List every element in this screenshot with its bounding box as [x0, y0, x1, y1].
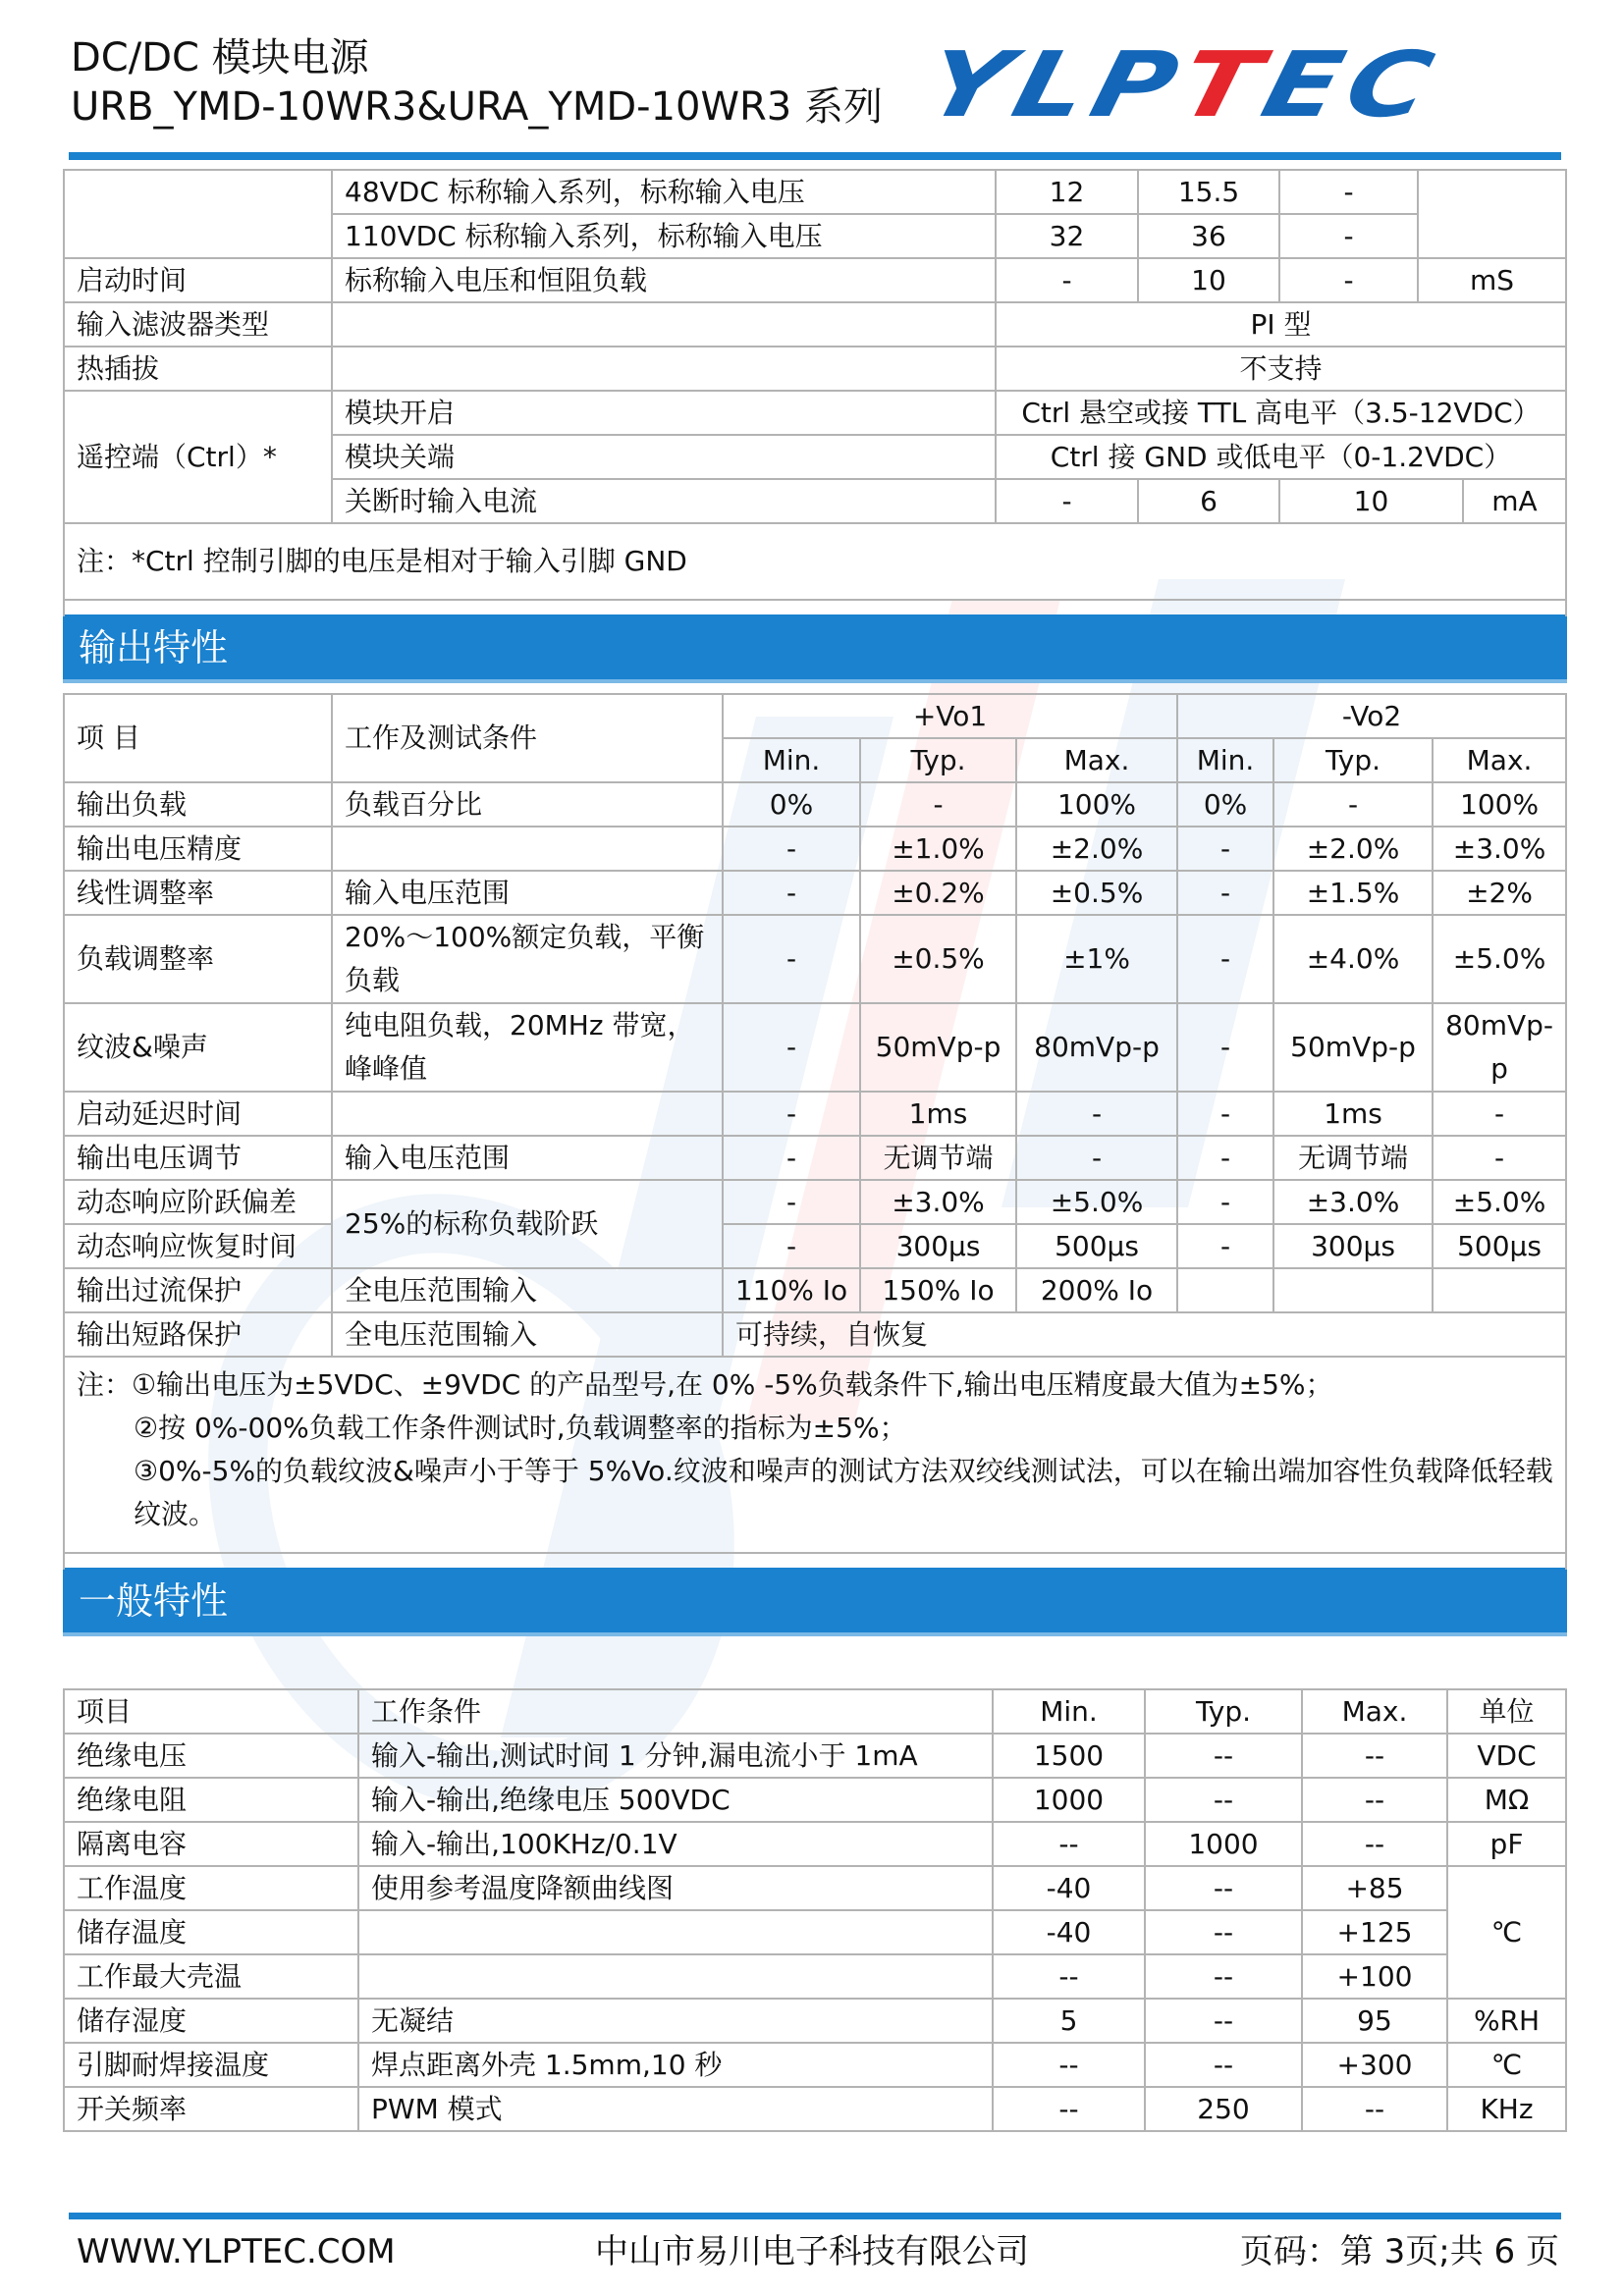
value-cell-empty: [1177, 1268, 1273, 1312]
item-cell: 动态响应阶跃偏差: [64, 1180, 332, 1224]
max-cell: +125: [1302, 1910, 1447, 1954]
table-row: [64, 302, 1566, 347]
item-cell: 输出电压调节: [64, 1136, 332, 1180]
footer-divider: [69, 2213, 1561, 2219]
min-cell: -: [996, 479, 1138, 523]
title-line-2: URB_YMD-10WR3&URA_YMD-10WR3 系列: [71, 84, 883, 130]
min-cell: --: [993, 2087, 1145, 2131]
typ-cell: --: [1145, 1778, 1302, 1822]
table-header-row: [64, 694, 1566, 738]
logo-text-part-b: T: [1169, 32, 1279, 138]
condition-cell: 全电压范围输入: [332, 1312, 723, 1357]
value-cell: ±0.5%: [1016, 871, 1177, 915]
value-cell: -: [1177, 1003, 1273, 1092]
typ-cell: --: [1145, 1954, 1302, 1999]
table-row: [64, 1822, 1566, 1866]
item-cell: 开关频率: [64, 2087, 358, 2131]
table-row: [64, 1136, 1566, 1180]
output-notes: [64, 1357, 1566, 1553]
table-row: [64, 1954, 1566, 1999]
header-condition: 工作条件: [358, 1689, 993, 1734]
value-cell: 500μs: [1433, 1224, 1566, 1268]
value-cell: -: [723, 1136, 860, 1180]
value-cell: Ctrl 接 GND 或低电平（0-1.2VDC）: [996, 435, 1566, 479]
header-max: Max.: [1433, 738, 1566, 782]
value-cell: -: [1016, 1136, 1177, 1180]
value-cell: -: [1433, 1092, 1566, 1136]
value-cell: -: [723, 1224, 860, 1268]
table-row: [64, 915, 1566, 1003]
typ-cell: --: [1145, 1734, 1302, 1778]
min-cell: --: [993, 2043, 1145, 2087]
value-cell: ±1.0%: [860, 827, 1016, 871]
header-min: Min.: [993, 1689, 1145, 1734]
condition-cell: 焊点距离外壳 1.5mm,10 秒: [358, 2043, 993, 2087]
header-vo1: +Vo1: [723, 694, 1177, 738]
typ-cell: 36: [1138, 214, 1279, 258]
header-condition: 工作及测试条件: [332, 694, 723, 782]
table-row: [64, 1312, 1566, 1357]
max-cell: 10: [1279, 479, 1463, 523]
value-cell: -: [1433, 1136, 1566, 1180]
unit-cell: MΩ: [1447, 1778, 1566, 1822]
output-note-3: ③0%-5%的负载纹波&噪声小于等于 5%Vo.纹波和噪声的测试方法双绞线测试法，可以在输出端加容性负载降低轻载纹波。: [134, 1455, 1553, 1530]
condition-cell: 110VDC 标称输入系列，标称输入电压: [332, 214, 996, 258]
condition-cell: 无凝结: [358, 1999, 993, 2043]
condition-cell: 全电压范围输入: [332, 1268, 723, 1312]
condition-cell: [332, 1092, 723, 1136]
value-cell: 1ms: [1273, 1092, 1433, 1136]
value-cell: -: [723, 1180, 860, 1224]
input-characteristics-table: [63, 169, 1567, 683]
typ-cell: 6: [1138, 479, 1279, 523]
table-row: [64, 1003, 1566, 1092]
item-cell: 输出短路保护: [64, 1312, 332, 1357]
unit-cell: %RH: [1447, 1999, 1566, 2043]
value-cell: ±5.0%: [1016, 1180, 1177, 1224]
value-cell: ±3.0%: [1273, 1180, 1433, 1224]
condition-cell: PWM 模式: [358, 2087, 993, 2131]
logo-text-part-c: EC: [1252, 32, 1450, 138]
condition-cell: 输入电压范围: [332, 1136, 723, 1180]
value-cell: 0%: [723, 782, 860, 827]
max-cell: --: [1302, 1778, 1447, 1822]
document-title: [71, 33, 883, 132]
value-cell: -: [860, 782, 1016, 827]
condition-cell: 使用参考温度降额曲线图: [358, 1866, 993, 1910]
general-section-title: 一般特性: [64, 1569, 1566, 1634]
table-row: [64, 1778, 1566, 1822]
item-cell: 引脚耐焊接温度: [64, 2043, 358, 2087]
typ-cell: --: [1145, 1866, 1302, 1910]
unit-cell: ℃: [1447, 2043, 1566, 2087]
value-cell: ±5.0%: [1433, 915, 1566, 1003]
value-cell: 110% Io: [723, 1268, 860, 1312]
value-cell: 300μs: [1273, 1224, 1433, 1268]
value-cell: -: [723, 915, 860, 1003]
item-cell: 输出电压精度: [64, 827, 332, 871]
ylptec-logo: [915, 32, 1566, 138]
value-cell: PI 型: [996, 302, 1566, 347]
table-row: [64, 1910, 1566, 1954]
table-row: [64, 1092, 1566, 1136]
min-cell: -40: [993, 1866, 1145, 1910]
output-note-2: ②按 0%-00%负载工作条件测试时,负载调整率的指标为±5%；: [134, 1412, 907, 1444]
value-cell: 150% Io: [860, 1268, 1016, 1312]
unit-cell: KHz: [1447, 2087, 1566, 2131]
value-cell: -: [1177, 1180, 1273, 1224]
condition-cell: 标称输入电压和恒阻负载: [332, 258, 996, 302]
item-cell: 遥控端（Ctrl）*: [64, 391, 332, 523]
item-cell: 输出负载: [64, 782, 332, 827]
table-row: [64, 391, 1566, 435]
header-divider: [69, 152, 1561, 160]
value-cell: 无调节端: [860, 1136, 1016, 1180]
item-cell: 绝缘电阻: [64, 1778, 358, 1822]
unit-cell: VDC: [1447, 1734, 1566, 1778]
table-row: [64, 1866, 1566, 1910]
header-max: Max.: [1302, 1689, 1447, 1734]
table-row: [64, 1734, 1566, 1778]
value-cell: -: [1177, 827, 1273, 871]
max-cell: -: [1279, 258, 1418, 302]
unit-cell: mA: [1463, 479, 1566, 523]
item-cell: 输出过流保护: [64, 1268, 332, 1312]
value-cell: 无调节端: [1273, 1136, 1433, 1180]
min-cell: 1000: [993, 1778, 1145, 1822]
condition-cell: 关断时输入电流: [332, 479, 996, 523]
value-cell: 1ms: [860, 1092, 1016, 1136]
table-row: [64, 782, 1566, 827]
value-cell: 100%: [1433, 782, 1566, 827]
table-row: [64, 347, 1566, 391]
unit-cell-empty: [1418, 170, 1566, 258]
header-max: Max.: [1016, 738, 1177, 782]
value-cell-empty: [1273, 1268, 1433, 1312]
table-row: [64, 258, 1566, 302]
min-cell: -40: [993, 1910, 1145, 1954]
value-cell: ±0.2%: [860, 871, 1016, 915]
unit-cell: mS: [1418, 258, 1566, 302]
value-cell: -: [1177, 1092, 1273, 1136]
condition-cell: 20%～100%额定负载，平衡负载: [332, 915, 723, 1003]
value-cell: 可持续，自恢复: [723, 1312, 1566, 1357]
header-vo2: -Vo2: [1177, 694, 1566, 738]
section-gap: [64, 600, 1566, 615]
max-cell: +85: [1302, 1866, 1447, 1910]
condition-cell: 模块关端: [332, 435, 996, 479]
value-cell: 200% Io: [1016, 1268, 1177, 1312]
item-cell: 启动延迟时间: [64, 1092, 332, 1136]
footer-page-number: 页码：第 3页;共 6 页: [1239, 2232, 1559, 2271]
value-cell: -: [1273, 782, 1433, 827]
max-cell: -: [1279, 214, 1418, 258]
table-row: [64, 827, 1566, 871]
header-min: Min.: [1177, 738, 1273, 782]
footer-company: 中山市易川电子科技有限公司: [595, 2232, 1029, 2271]
table-row: [64, 170, 1566, 214]
value-cell: ±4.0%: [1273, 915, 1433, 1003]
condition-cell: 负载百分比: [332, 782, 723, 827]
max-cell: --: [1302, 2087, 1447, 2131]
table-row: [64, 1180, 1566, 1224]
header-typ: Typ.: [1145, 1689, 1302, 1734]
table-header-row: [64, 1689, 1566, 1734]
table-row: [64, 871, 1566, 915]
table-row: [64, 1224, 1566, 1268]
item-cell: 工作温度: [64, 1866, 358, 1910]
header-min: Min.: [723, 738, 860, 782]
table-row: [64, 1268, 1566, 1312]
item-cell: 储存温度: [64, 1910, 358, 1954]
value-cell: -: [723, 1003, 860, 1092]
max-cell: 95: [1302, 1999, 1447, 2043]
min-cell: -: [996, 258, 1138, 302]
value-cell: -: [1177, 1224, 1273, 1268]
item-cell: 输入滤波器类型: [64, 302, 332, 347]
footer-website: WWW.YLPTEC.COM: [77, 2232, 396, 2271]
max-cell: --: [1302, 1734, 1447, 1778]
condition-cell: 输入-输出,绝缘电压 500VDC: [358, 1778, 993, 1822]
logo-text-part-a: YLP: [915, 32, 1196, 138]
condition-cell: 模块开启: [332, 391, 996, 435]
value-cell: 100%: [1016, 782, 1177, 827]
header-typ: Typ.: [1273, 738, 1433, 782]
typ-cell: --: [1145, 1910, 1302, 1954]
min-cell: 32: [996, 214, 1138, 258]
value-cell: ±1%: [1016, 915, 1177, 1003]
unit-cell: pF: [1447, 1822, 1566, 1866]
input-note: 注：*Ctrl 控制引脚的电压是相对于输入引脚 GND: [64, 523, 1566, 600]
typ-cell: --: [1145, 1999, 1302, 2043]
condition-cell: [358, 1954, 993, 1999]
item-cell: 储存湿度: [64, 1999, 358, 2043]
value-cell: ±3.0%: [860, 1180, 1016, 1224]
value-cell: ±0.5%: [860, 915, 1016, 1003]
header-typ: Typ.: [860, 738, 1016, 782]
condition-cell: 输入-输出,测试时间 1 分钟,漏电流小于 1mA: [358, 1734, 993, 1778]
max-cell: --: [1302, 1822, 1447, 1866]
output-section-title: 输出特性: [64, 615, 1566, 681]
value-cell: -: [723, 827, 860, 871]
max-cell: -: [1279, 170, 1418, 214]
header-unit: 单位: [1447, 1689, 1566, 1734]
value-cell: ±3.0%: [1433, 827, 1566, 871]
value-cell: ±2.0%: [1016, 827, 1177, 871]
condition-cell-empty: [332, 347, 996, 391]
item-cell: 工作最大壳温: [64, 1954, 358, 1999]
table-row: [64, 1999, 1566, 2043]
table-row: [64, 1357, 1566, 1553]
output-note-1: 注：①输出电压为±5VDC、±9VDC 的产品型号,在 0% -5%负载条件下,输出电压精度最大值为±5%；: [77, 1368, 1333, 1401]
value-cell: -: [723, 1092, 860, 1136]
item-cell: 线性调整率: [64, 871, 332, 915]
value-cell: 300μs: [860, 1224, 1016, 1268]
item-cell: 绝缘电压: [64, 1734, 358, 1778]
value-cell: ±2%: [1433, 871, 1566, 915]
title-line-1: DC/DC 模块电源: [71, 35, 369, 80]
item-cell: 隔离电容: [64, 1822, 358, 1866]
value-cell: ±2.0%: [1273, 827, 1433, 871]
value-cell-empty: [1433, 1268, 1566, 1312]
value-cell: 80mVp-p: [1016, 1003, 1177, 1092]
min-cell: 5: [993, 1999, 1145, 2043]
item-cell: 动态响应恢复时间: [64, 1224, 332, 1268]
typ-cell: 250: [1145, 2087, 1302, 2131]
max-cell: +100: [1302, 1954, 1447, 1999]
condition-cell: 输入-输出,100KHz/0.1V: [358, 1822, 993, 1866]
value-cell: 不支持: [996, 347, 1566, 391]
table-row: [64, 2043, 1566, 2087]
min-cell: 12: [996, 170, 1138, 214]
value-cell: -: [1177, 915, 1273, 1003]
condition-cell: 输入电压范围: [332, 871, 723, 915]
item-cell: 负载调整率: [64, 915, 332, 1003]
value-cell: 50mVp-p: [1273, 1003, 1433, 1092]
min-cell: --: [993, 1822, 1145, 1866]
value-cell: ±1.5%: [1273, 871, 1433, 915]
condition-cell: [332, 827, 723, 871]
typ-cell: 10: [1138, 258, 1279, 302]
condition-cell: 纯电阻负载，20MHz 带宽，峰峰值: [332, 1003, 723, 1092]
item-cell-empty: [64, 170, 332, 258]
item-cell: 纹波&噪声: [64, 1003, 332, 1092]
typ-cell: 1000: [1145, 1822, 1302, 1866]
unit-cell: ℃: [1447, 1866, 1566, 1999]
value-cell: -: [1177, 1136, 1273, 1180]
condition-cell: 48VDC 标称输入系列，标称输入电压: [332, 170, 996, 214]
min-cell: --: [993, 1954, 1145, 1999]
value-cell: 0%: [1177, 782, 1273, 827]
condition-cell: 25%的标称负载阶跃: [332, 1180, 723, 1268]
value-cell: Ctrl 悬空或接 TTL 高电平（3.5-12VDC）: [996, 391, 1566, 435]
condition-cell-empty: [332, 302, 996, 347]
min-cell: 1500: [993, 1734, 1145, 1778]
section-gap: [64, 1553, 1566, 1569]
value-cell: 80mVp-p: [1433, 1003, 1566, 1092]
header-item: 项目: [64, 1689, 358, 1734]
output-characteristics-table: [63, 693, 1567, 1636]
table-row: [64, 2087, 1566, 2131]
condition-cell: [358, 1910, 993, 1954]
value-cell: 50mVp-p: [860, 1003, 1016, 1092]
value-cell: -: [1016, 1092, 1177, 1136]
table-row: [64, 523, 1566, 600]
general-characteristics-table: [63, 1688, 1567, 2132]
item-cell: 启动时间: [64, 258, 332, 302]
value-cell: ±5.0%: [1433, 1180, 1566, 1224]
header-item: 项 目: [64, 694, 332, 782]
typ-cell: 15.5: [1138, 170, 1279, 214]
value-cell: -: [723, 871, 860, 915]
value-cell: 500μs: [1016, 1224, 1177, 1268]
value-cell: -: [1177, 871, 1273, 915]
max-cell: +300: [1302, 2043, 1447, 2087]
typ-cell: --: [1145, 2043, 1302, 2087]
item-cell: 热插拔: [64, 347, 332, 391]
